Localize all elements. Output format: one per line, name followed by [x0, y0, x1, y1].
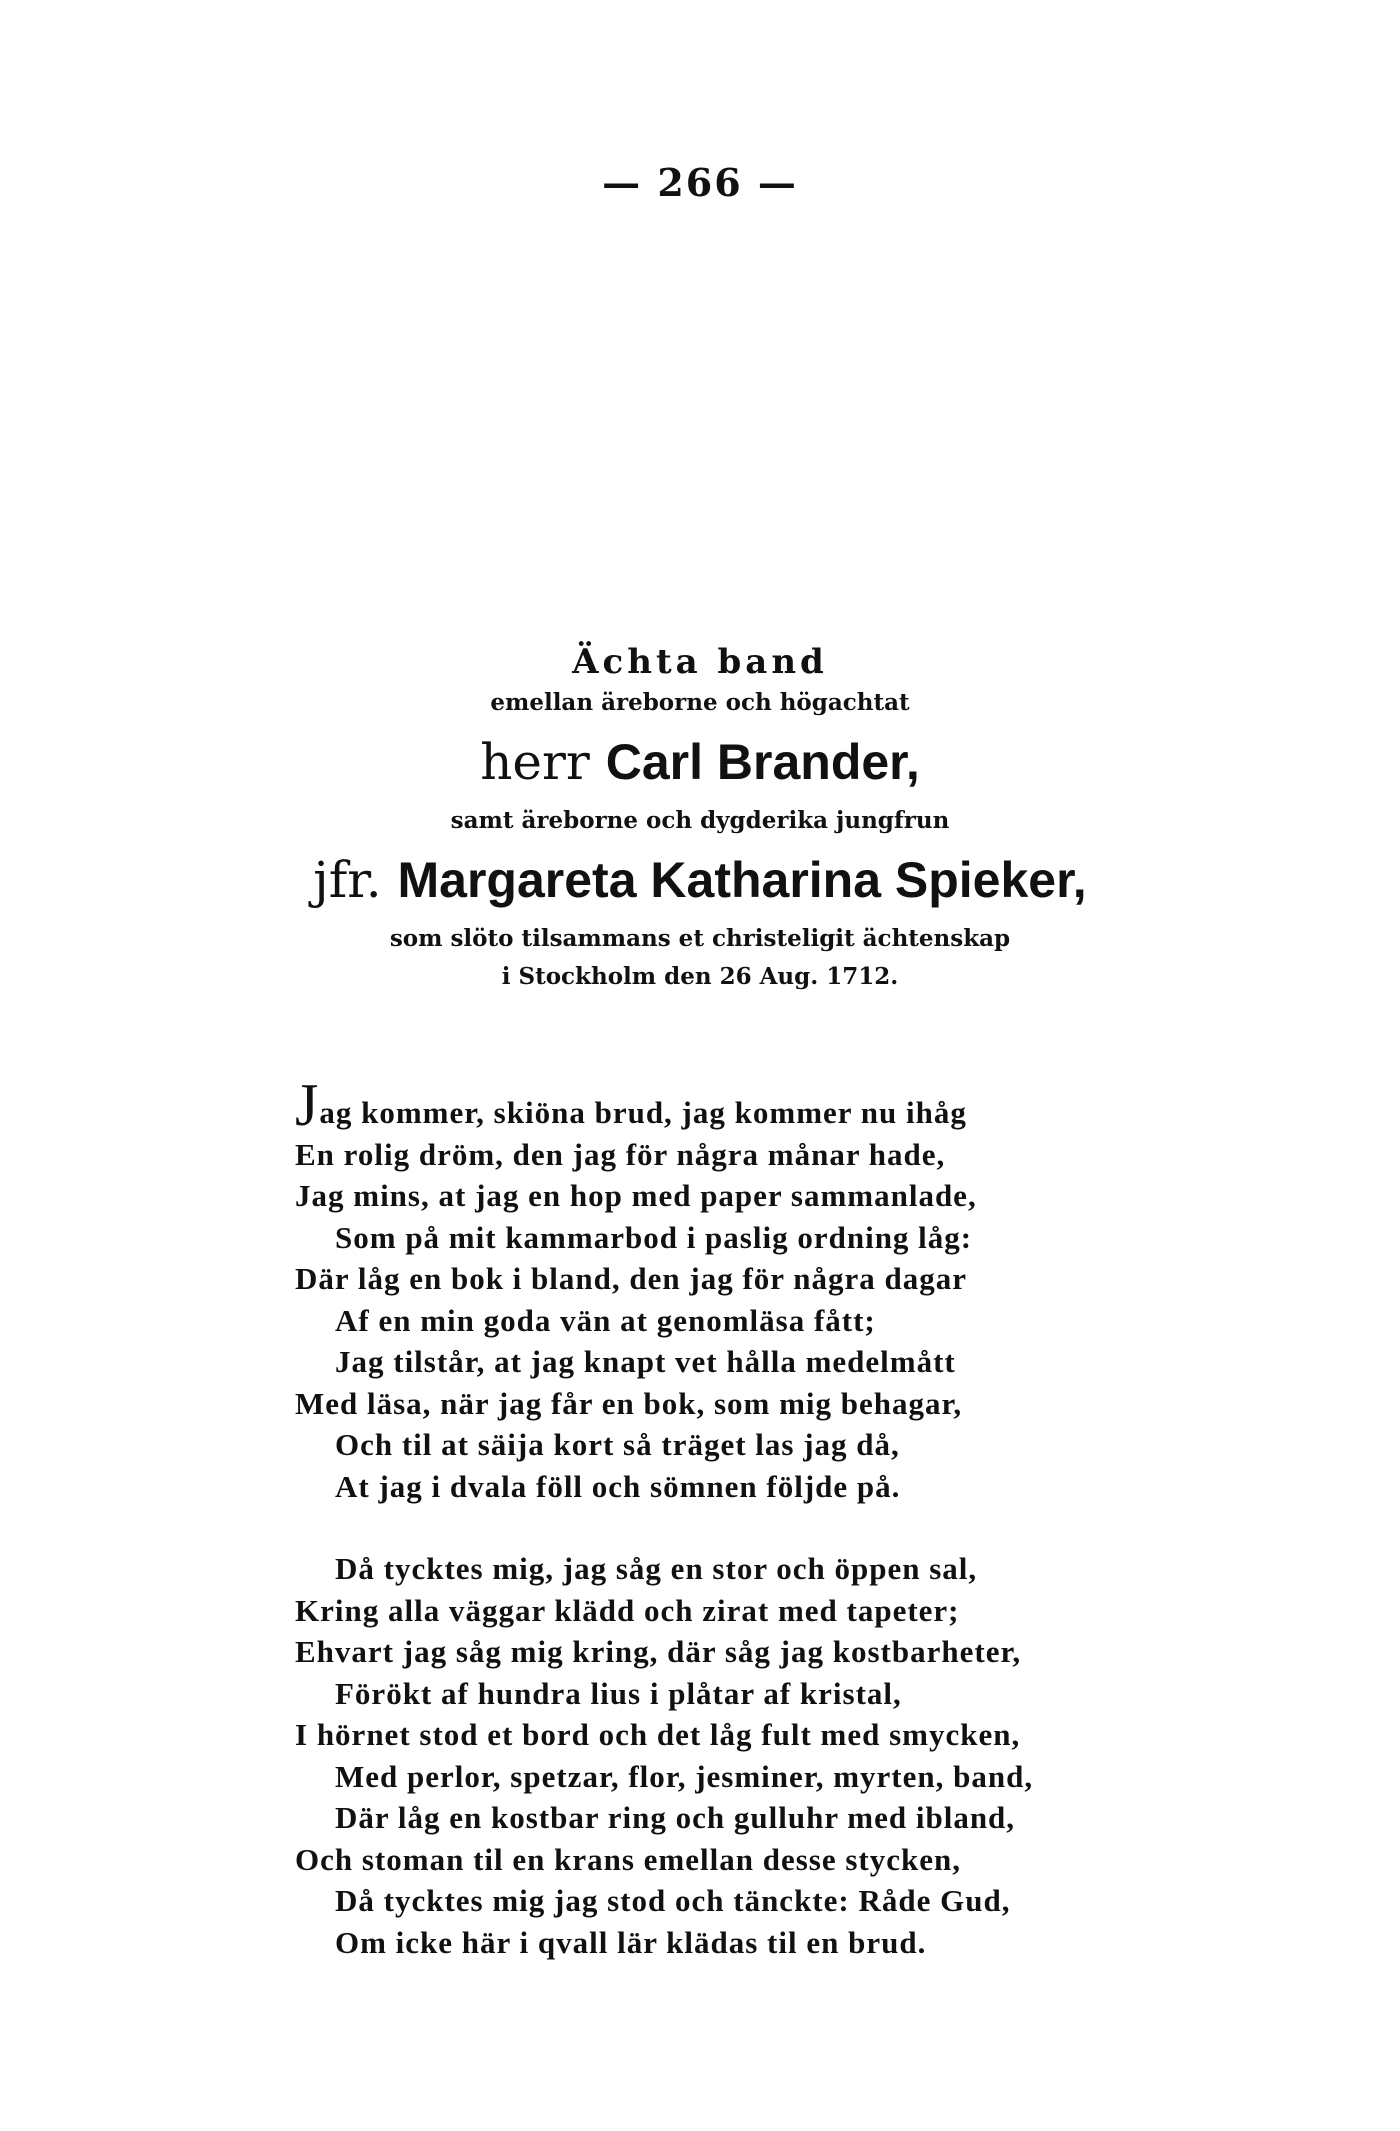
- verse-line: Då tycktes mig jag stod och tänckte: Råde Gud,: [335, 1883, 1011, 1918]
- verse-line: Med läsa, när jag får en bok, som mig behagar,: [295, 1385, 963, 1421]
- verse-line: Om icke här i qvall lär klädas til en brud.: [335, 1924, 927, 1960]
- heading-line-3: som slöto tilsammans et christeligit ächtenskap: [389, 925, 1011, 952]
- heading-title: Ächta band: [572, 642, 828, 682]
- verse-line: Med perlor, spetzar, flor, jesminer, myrten, band,: [335, 1758, 1034, 1794]
- verse-line: Af en min goda vän at genomläsa fått;: [335, 1302, 876, 1338]
- verse-line: En rolig dröm, den jag för några månar hade,: [295, 1136, 946, 1172]
- stanza-1: [295, 1072, 1315, 1507]
- poem-heading: [0, 640, 1400, 996]
- groom-prefix: herr: [480, 733, 590, 791]
- verse-line: Då tycktes mig, jag såg en stor och öppen sal,: [335, 1551, 978, 1586]
- verse-line: Jag tilstår, at jag knapt vet hålla medelmått: [335, 1344, 956, 1379]
- verse-line: Ehvart jag såg mig kring, där såg jag kostbarheter,: [295, 1634, 1022, 1669]
- verse-line: Och til at säija kort så träget las jag då,: [335, 1427, 900, 1462]
- verse-line: Kring alla väggar klädd och zirat med tapeter;: [295, 1592, 960, 1628]
- bride-name: Margareta Katharina Spieker,: [397, 852, 1087, 908]
- page-number: — 266 —: [602, 160, 798, 205]
- bride-line: [0, 840, 1400, 920]
- verse-line: Förökt af hundra lius i plåtar af kristal,: [335, 1675, 902, 1711]
- stanza-2: [295, 1548, 1315, 1963]
- bride-prefix: jfr.: [313, 851, 382, 909]
- poem-body: [295, 1072, 1315, 1963]
- verse-text: ag kommer, skiöna brud, jag kommer nu ihåg: [319, 1095, 967, 1130]
- verse-line: Jag mins, at jag en hop med paper sammanlade,: [295, 1178, 977, 1213]
- verse-line: Där låg en bok i bland, den jag för några dagar: [295, 1261, 967, 1296]
- verse-line: At jag i dvala föll och sömnen följde på.: [335, 1468, 901, 1504]
- heading-line-2: samt äreborne och dygderika jungfrun: [450, 807, 950, 834]
- groom-name: Carl Brander,: [605, 734, 920, 790]
- verse-line: Och stoman til en krans emellan desse stycken,: [295, 1841, 961, 1877]
- verse-line: I hörnet stod et bord och det låg fult med smycken,: [295, 1717, 1021, 1752]
- verse-line-1: [295, 1072, 1315, 1138]
- heading-line-1: emellan äreborne och högachtat: [490, 689, 910, 716]
- drop-cap: J: [295, 1072, 320, 1138]
- verse-line: Där låg en kostbar ring och gulluhr med ibland,: [335, 1800, 1016, 1835]
- groom-line: [0, 722, 1400, 802]
- verse-line: Som på mit kammarbod i paslig ordning låg:: [335, 1219, 973, 1255]
- heading-line-4: i Stockholm den 26 Aug. 1712.: [501, 963, 899, 990]
